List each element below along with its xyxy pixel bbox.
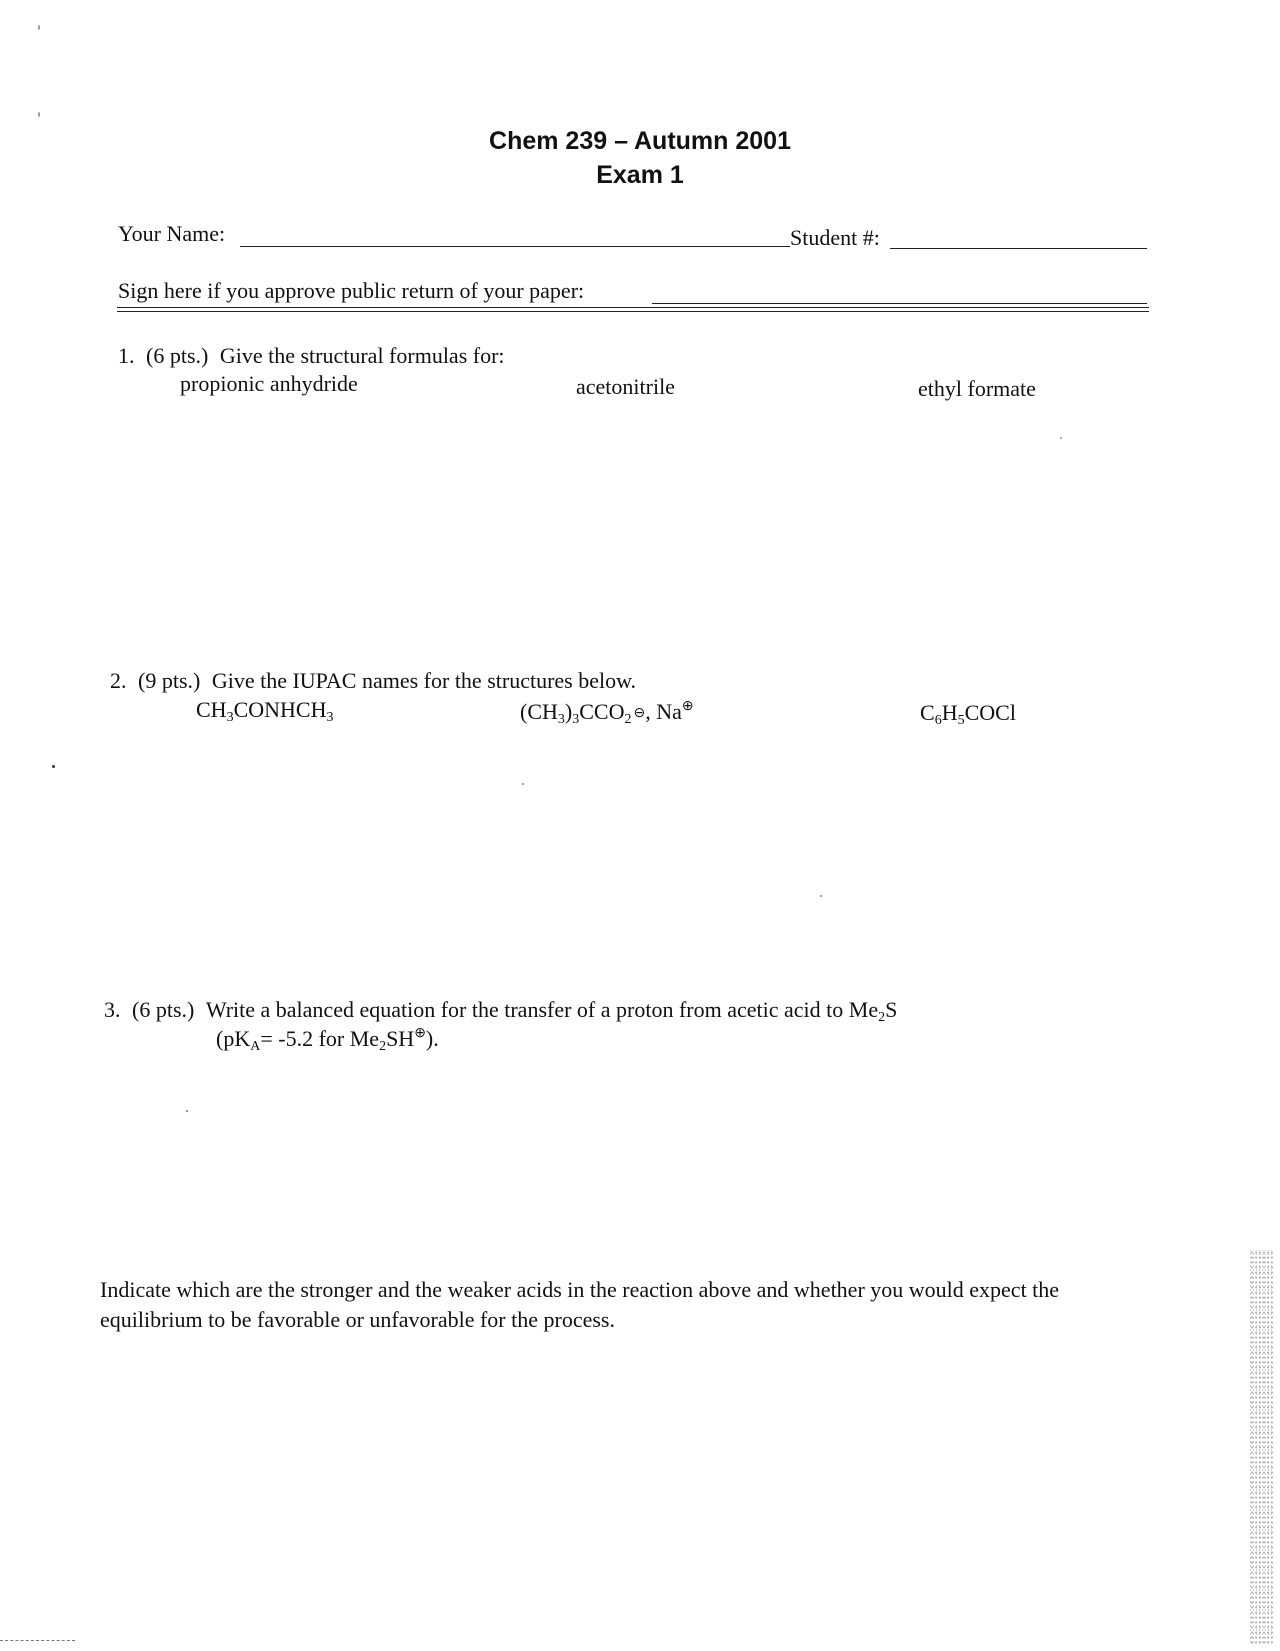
sign-label: Sign here if you approve public return of your paper: xyxy=(118,278,585,303)
scan-speck xyxy=(1060,437,1062,439)
q1-item-propionic-anhydride: propionic anhydride xyxy=(180,371,358,396)
scan-edge-mark xyxy=(0,1640,75,1641)
q1-item-acetonitrile: acetonitrile xyxy=(576,374,675,399)
q3-followup: Indicate which are the stronger and the weaker acids in the reaction above and whether you would expect the equilibrium to be favorable or unfavorable for the process. xyxy=(100,1277,1060,1332)
q2-prompt: Give the IUPAC names for the structures below. xyxy=(211,668,637,693)
question-3 xyxy=(104,997,897,1026)
signature-field[interactable] xyxy=(652,303,1147,304)
q2-structure-2: $(CH_3)_3CCO_2$ ⊖, Na⊕ xyxy=(520,699,694,727)
q2-points: (9 pts.) xyxy=(138,668,201,693)
q1-points: (6 pts.) xyxy=(146,343,209,368)
q1-item-ethyl-formate: ethyl formate xyxy=(918,376,1036,401)
name-label: Your Name: xyxy=(118,221,226,246)
exam-subtitle: Exam 1 xyxy=(596,161,684,189)
header-divider xyxy=(117,307,1149,312)
q3-number: 3. xyxy=(104,997,121,1022)
q2-number: 2. xyxy=(110,668,127,693)
question-1 xyxy=(118,343,505,369)
q2-structure-3: $C_6H_5COCl$ xyxy=(920,700,1016,728)
question-2 xyxy=(110,668,636,694)
scan-speck xyxy=(820,895,822,897)
scan-noise-strip xyxy=(1250,1250,1274,1645)
name-field[interactable] xyxy=(240,246,790,247)
q3-pka-line: ($pK_A= -5.2$ for $Me_2SH^\oplus$). xyxy=(216,1026,439,1054)
scan-speck xyxy=(522,783,524,785)
scan-speck xyxy=(38,25,40,30)
scan-speck xyxy=(186,1110,188,1112)
scan-speck xyxy=(38,112,40,117)
q1-prompt: Give the structural formulas for: xyxy=(219,343,505,368)
student-number-label: Student #: xyxy=(790,225,880,250)
scan-speck xyxy=(52,765,55,768)
exam-title: Chem 239 – Autumn 2001 xyxy=(489,127,791,155)
q2-structure-1: $CH_3CONHCH_3$ xyxy=(196,697,334,725)
student-number-field[interactable] xyxy=(890,248,1147,249)
q3-points: (6 pts.) xyxy=(132,997,195,1022)
q1-number: 1. xyxy=(118,343,135,368)
q3-prompt: Write a balanced equation for the transfer of a proton from acetic acid to $Me_2S$ xyxy=(205,997,898,1025)
